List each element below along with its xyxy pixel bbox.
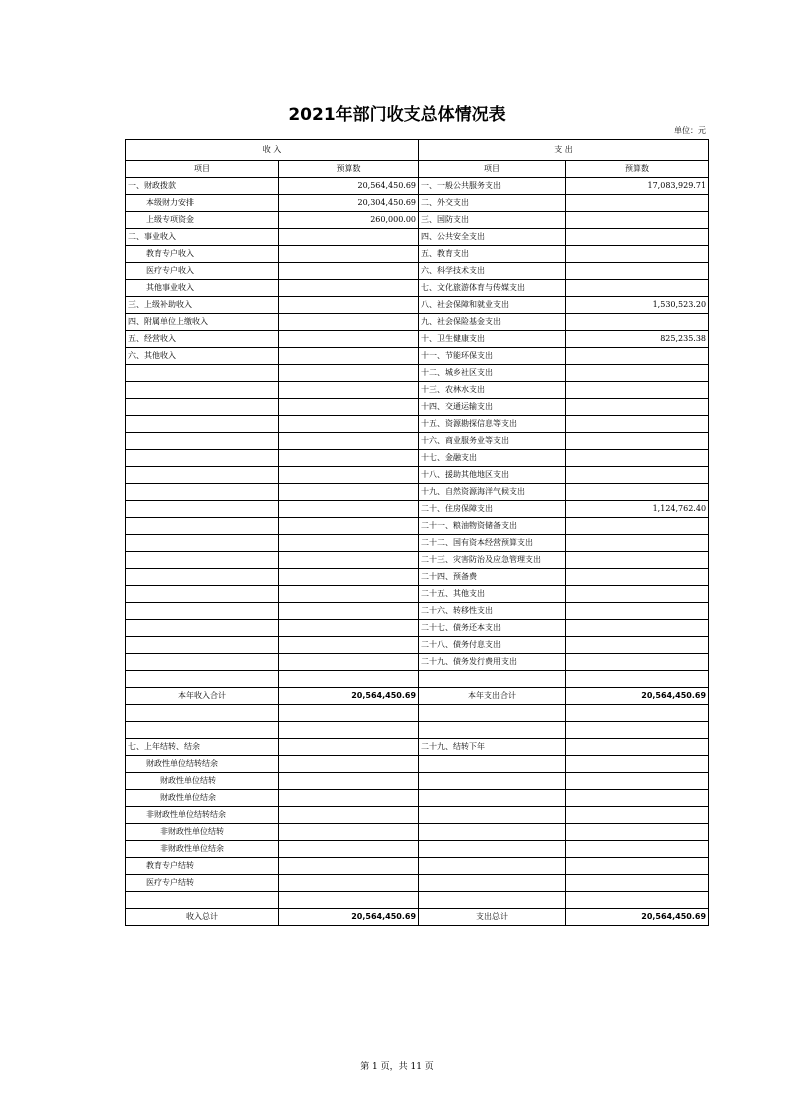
income-value-cell (279, 620, 419, 637)
income-item-cell (126, 535, 279, 552)
income-item-cell (126, 892, 279, 909)
income-value-cell (279, 280, 419, 297)
expense-item-cell: 二十七、债务还本支出 (419, 620, 566, 637)
expense-item-cell: 二十、住房保障支出 (419, 501, 566, 518)
expense-item-cell: 二十五、其他支出 (419, 586, 566, 603)
expense-item-cell: 十七、金融支出 (419, 450, 566, 467)
expense-value-cell: 17,083,929.71 (566, 178, 709, 195)
column-header-row (126, 161, 709, 178)
income-value-cell (279, 246, 419, 263)
table-row (126, 790, 709, 807)
income-item-cell: 医疗专户结转 (126, 875, 279, 892)
expense-item-cell: 十二、城乡社区支出 (419, 365, 566, 382)
income-item-cell: 七、上年结转、结余 (126, 739, 279, 756)
income-value-cell: 260,000.00 (279, 212, 419, 229)
expense-item-cell (419, 671, 566, 688)
expense-value-cell (566, 892, 709, 909)
expense-item-cell (419, 773, 566, 790)
expense-item-cell: 十八、援助其他地区支出 (419, 467, 566, 484)
income-item-cell: 医疗专户收入 (126, 263, 279, 280)
income-value-cell (279, 671, 419, 688)
expense-value-cell (566, 790, 709, 807)
expense-value-cell (566, 433, 709, 450)
table-row (126, 263, 709, 280)
expense-item-cell: 十五、资源勘探信息等支出 (419, 416, 566, 433)
expense-value-cell: 1,530,523.20 (566, 297, 709, 314)
expense-value-cell (566, 399, 709, 416)
income-item-cell: 财政性单位结转结余 (126, 756, 279, 773)
expense-item-cell: 三、国防支出 (419, 212, 566, 229)
expense-item-cell (419, 875, 566, 892)
expense-value-cell (566, 858, 709, 875)
table-row (126, 416, 709, 433)
expense-value-cell (566, 348, 709, 365)
income-value-cell (279, 858, 419, 875)
income-value-cell (279, 399, 419, 416)
income-item-cell (126, 620, 279, 637)
table-row (126, 739, 709, 756)
expense-value-cell (566, 620, 709, 637)
table-row (126, 637, 709, 654)
income-item-cell: 六、其他收入 (126, 348, 279, 365)
expense-item-cell: 五、教育支出 (419, 246, 566, 263)
table-row (126, 671, 709, 688)
expense-item-cell (419, 807, 566, 824)
table-row (126, 603, 709, 620)
income-item-cell (126, 399, 279, 416)
expense-value-cell (566, 756, 709, 773)
income-item-header: 项目 (126, 161, 279, 178)
income-value-cell (279, 331, 419, 348)
expense-value-cell (566, 586, 709, 603)
income-item-cell: 四、附属单位上缴收入 (126, 314, 279, 331)
expense-item-cell (419, 841, 566, 858)
table-row (126, 518, 709, 535)
expense-item-cell: 十三、农林水支出 (419, 382, 566, 399)
income-item-cell: 非财政性单位结余 (126, 841, 279, 858)
income-value-cell (279, 756, 419, 773)
income-item-cell (126, 705, 279, 722)
income-section-header: 收 入 (126, 140, 419, 161)
expense-value-cell (566, 467, 709, 484)
income-value-cell (279, 654, 419, 671)
expense-value-cell (566, 365, 709, 382)
table-row (126, 535, 709, 552)
expense-value-cell (566, 722, 709, 739)
income-item-cell: 教育专户收入 (126, 246, 279, 263)
expense-item-cell: 十六、商业服务业等支出 (419, 433, 566, 450)
income-item-cell: 财政性单位结余 (126, 790, 279, 807)
table-row (126, 722, 709, 739)
expense-item-cell: 二十一、粮油物资储备支出 (419, 518, 566, 535)
table-row (126, 195, 709, 212)
expense-value-cell (566, 246, 709, 263)
table-row (126, 178, 709, 195)
expense-item-cell: 二十四、预备费 (419, 569, 566, 586)
total-row (126, 909, 709, 926)
income-value-cell (279, 637, 419, 654)
expense-value-cell (566, 280, 709, 297)
income-item-cell: 本年收入合计 (126, 688, 279, 705)
expense-item-cell: 二十三、灾害防治及应急管理支出 (419, 552, 566, 569)
income-value-cell (279, 790, 419, 807)
income-value-cell: 20,564,450.69 (279, 688, 419, 705)
expense-value-cell (566, 484, 709, 501)
expense-value-cell (566, 212, 709, 229)
income-value-cell: 20,564,450.69 (279, 909, 419, 926)
expense-value-cell: 20,564,450.69 (566, 909, 709, 926)
expense-value-cell (566, 416, 709, 433)
income-value-cell (279, 365, 419, 382)
expense-item-cell: 二、外交支出 (419, 195, 566, 212)
income-item-cell (126, 450, 279, 467)
income-value-cell (279, 722, 419, 739)
expense-item-cell (419, 722, 566, 739)
income-item-cell (126, 569, 279, 586)
table-row (126, 586, 709, 603)
expense-value-cell: 825,235.38 (566, 331, 709, 348)
income-item-cell: 上级专项资金 (126, 212, 279, 229)
expense-item-cell (419, 705, 566, 722)
table-row (126, 620, 709, 637)
income-item-cell (126, 671, 279, 688)
expense-value-cell (566, 263, 709, 280)
income-value-cell (279, 824, 419, 841)
income-item-cell: 非财政性单位结转 (126, 824, 279, 841)
expense-value-cell (566, 875, 709, 892)
income-item-cell: 本级财力安排 (126, 195, 279, 212)
income-value-cell (279, 552, 419, 569)
table-row (126, 773, 709, 790)
expense-item-cell: 十一、节能环保支出 (419, 348, 566, 365)
income-item-cell (126, 433, 279, 450)
income-item-cell (126, 603, 279, 620)
income-item-cell: 一、财政拨款 (126, 178, 279, 195)
income-value-cell (279, 603, 419, 620)
income-item-cell (126, 654, 279, 671)
table-row (126, 280, 709, 297)
expense-item-cell (419, 790, 566, 807)
income-value-cell (279, 484, 419, 501)
table-row (126, 705, 709, 722)
expense-value-cell (566, 841, 709, 858)
income-value-cell (279, 314, 419, 331)
income-item-cell (126, 586, 279, 603)
expense-value-cell (566, 382, 709, 399)
income-value-cell (279, 569, 419, 586)
table-row (126, 246, 709, 263)
income-item-cell: 五、经营收入 (126, 331, 279, 348)
expense-item-header: 项目 (419, 161, 566, 178)
income-item-cell (126, 382, 279, 399)
income-value-cell: 20,304,450.69 (279, 195, 419, 212)
income-item-cell (126, 637, 279, 654)
income-value-cell (279, 807, 419, 824)
expense-item-cell: 十九、自然资源海洋气候支出 (419, 484, 566, 501)
section-header-row (126, 140, 709, 161)
table-row (126, 450, 709, 467)
income-value-cell (279, 501, 419, 518)
expense-item-cell: 二十六、转移性支出 (419, 603, 566, 620)
income-budget-header: 预算数 (279, 161, 419, 178)
table-row (126, 467, 709, 484)
expense-item-cell: 二十八、债务付息支出 (419, 637, 566, 654)
table-row (126, 875, 709, 892)
expense-value-cell (566, 739, 709, 756)
expense-item-cell: 二十九、债务发行费用支出 (419, 654, 566, 671)
income-value-cell (279, 773, 419, 790)
income-item-cell: 非财政性单位结转结余 (126, 807, 279, 824)
table-row (126, 807, 709, 824)
expense-value-cell (566, 603, 709, 620)
expense-item-cell: 四、公共安全支出 (419, 229, 566, 246)
expense-value-cell (566, 314, 709, 331)
expense-item-cell: 六、科学技术支出 (419, 263, 566, 280)
income-item-cell (126, 722, 279, 739)
income-value-cell (279, 348, 419, 365)
income-value-cell (279, 841, 419, 858)
income-item-cell (126, 501, 279, 518)
table-row (126, 382, 709, 399)
expense-item-cell (419, 756, 566, 773)
table-row (126, 399, 709, 416)
table-row (126, 841, 709, 858)
income-item-cell: 其他事业收入 (126, 280, 279, 297)
income-value-cell (279, 586, 419, 603)
expense-value-cell (566, 705, 709, 722)
income-value-cell: 20,564,450.69 (279, 178, 419, 195)
expense-item-cell (419, 892, 566, 909)
income-value-cell (279, 518, 419, 535)
income-item-cell (126, 416, 279, 433)
expense-item-cell: 十四、交通运输支出 (419, 399, 566, 416)
expense-value-cell (566, 654, 709, 671)
expense-value-cell (566, 229, 709, 246)
table-row (126, 314, 709, 331)
expense-value-cell: 1,124,762.40 (566, 501, 709, 518)
expense-item-cell: 九、社会保险基金支出 (419, 314, 566, 331)
income-value-cell (279, 705, 419, 722)
expense-value-cell (566, 773, 709, 790)
income-value-cell (279, 450, 419, 467)
income-value-cell (279, 875, 419, 892)
table-row (126, 297, 709, 314)
expense-value-cell: 20,564,450.69 (566, 688, 709, 705)
table-row (126, 756, 709, 773)
income-value-cell (279, 739, 419, 756)
expense-value-cell (566, 535, 709, 552)
expense-value-cell (566, 637, 709, 654)
table-row (126, 501, 709, 518)
table-row (126, 365, 709, 382)
budget-table (125, 139, 709, 926)
table-row (126, 654, 709, 671)
expense-item-cell: 二十二、国有资本经营预算支出 (419, 535, 566, 552)
income-item-cell (126, 518, 279, 535)
table-row (126, 552, 709, 569)
income-item-cell (126, 484, 279, 501)
unit-label: 单位：元 (674, 126, 706, 135)
table-row (126, 824, 709, 841)
income-item-cell (126, 365, 279, 382)
income-value-cell (279, 382, 419, 399)
income-value-cell (279, 229, 419, 246)
income-value-cell (279, 297, 419, 314)
income-item-cell: 三、上级补助收入 (126, 297, 279, 314)
expense-item-cell: 二十九、结转下年 (419, 739, 566, 756)
expense-value-cell (566, 518, 709, 535)
income-value-cell (279, 433, 419, 450)
page-footer: 第 1 页，共 11 页 (360, 1062, 434, 1072)
page-title: 2021年部门收支总体情况表 (288, 105, 506, 125)
expense-item-cell: 一、一般公共服务支出 (419, 178, 566, 195)
expense-item-cell: 本年支出合计 (419, 688, 566, 705)
income-value-cell (279, 467, 419, 484)
expense-value-cell (566, 552, 709, 569)
income-item-cell (126, 552, 279, 569)
expense-item-cell: 支出总计 (419, 909, 566, 926)
expense-value-cell (566, 450, 709, 467)
expense-value-cell (566, 569, 709, 586)
table-row (126, 858, 709, 875)
income-value-cell (279, 892, 419, 909)
expense-item-cell (419, 858, 566, 875)
income-value-cell (279, 535, 419, 552)
expense-item-cell: 七、文化旅游体育与传媒支出 (419, 280, 566, 297)
expense-item-cell: 八、社会保障和就业支出 (419, 297, 566, 314)
table-row (126, 433, 709, 450)
table-row (126, 331, 709, 348)
table-row (126, 212, 709, 229)
table-row (126, 892, 709, 909)
table-row (126, 229, 709, 246)
total-row (126, 688, 709, 705)
income-item-cell (126, 467, 279, 484)
income-item-cell: 收入总计 (126, 909, 279, 926)
expense-value-cell (566, 824, 709, 841)
income-value-cell (279, 416, 419, 433)
table-row (126, 348, 709, 365)
expense-item-cell: 十、卫生健康支出 (419, 331, 566, 348)
expense-value-cell (566, 671, 709, 688)
expense-value-cell (566, 807, 709, 824)
income-value-cell (279, 263, 419, 280)
income-item-cell: 二、事业收入 (126, 229, 279, 246)
expense-item-cell (419, 824, 566, 841)
expense-budget-header: 预算数 (566, 161, 709, 178)
table-row (126, 569, 709, 586)
expense-value-cell (566, 195, 709, 212)
expense-section-header: 支 出 (419, 140, 709, 161)
table-row (126, 484, 709, 501)
income-item-cell: 教育专户结转 (126, 858, 279, 875)
income-item-cell: 财政性单位结转 (126, 773, 279, 790)
